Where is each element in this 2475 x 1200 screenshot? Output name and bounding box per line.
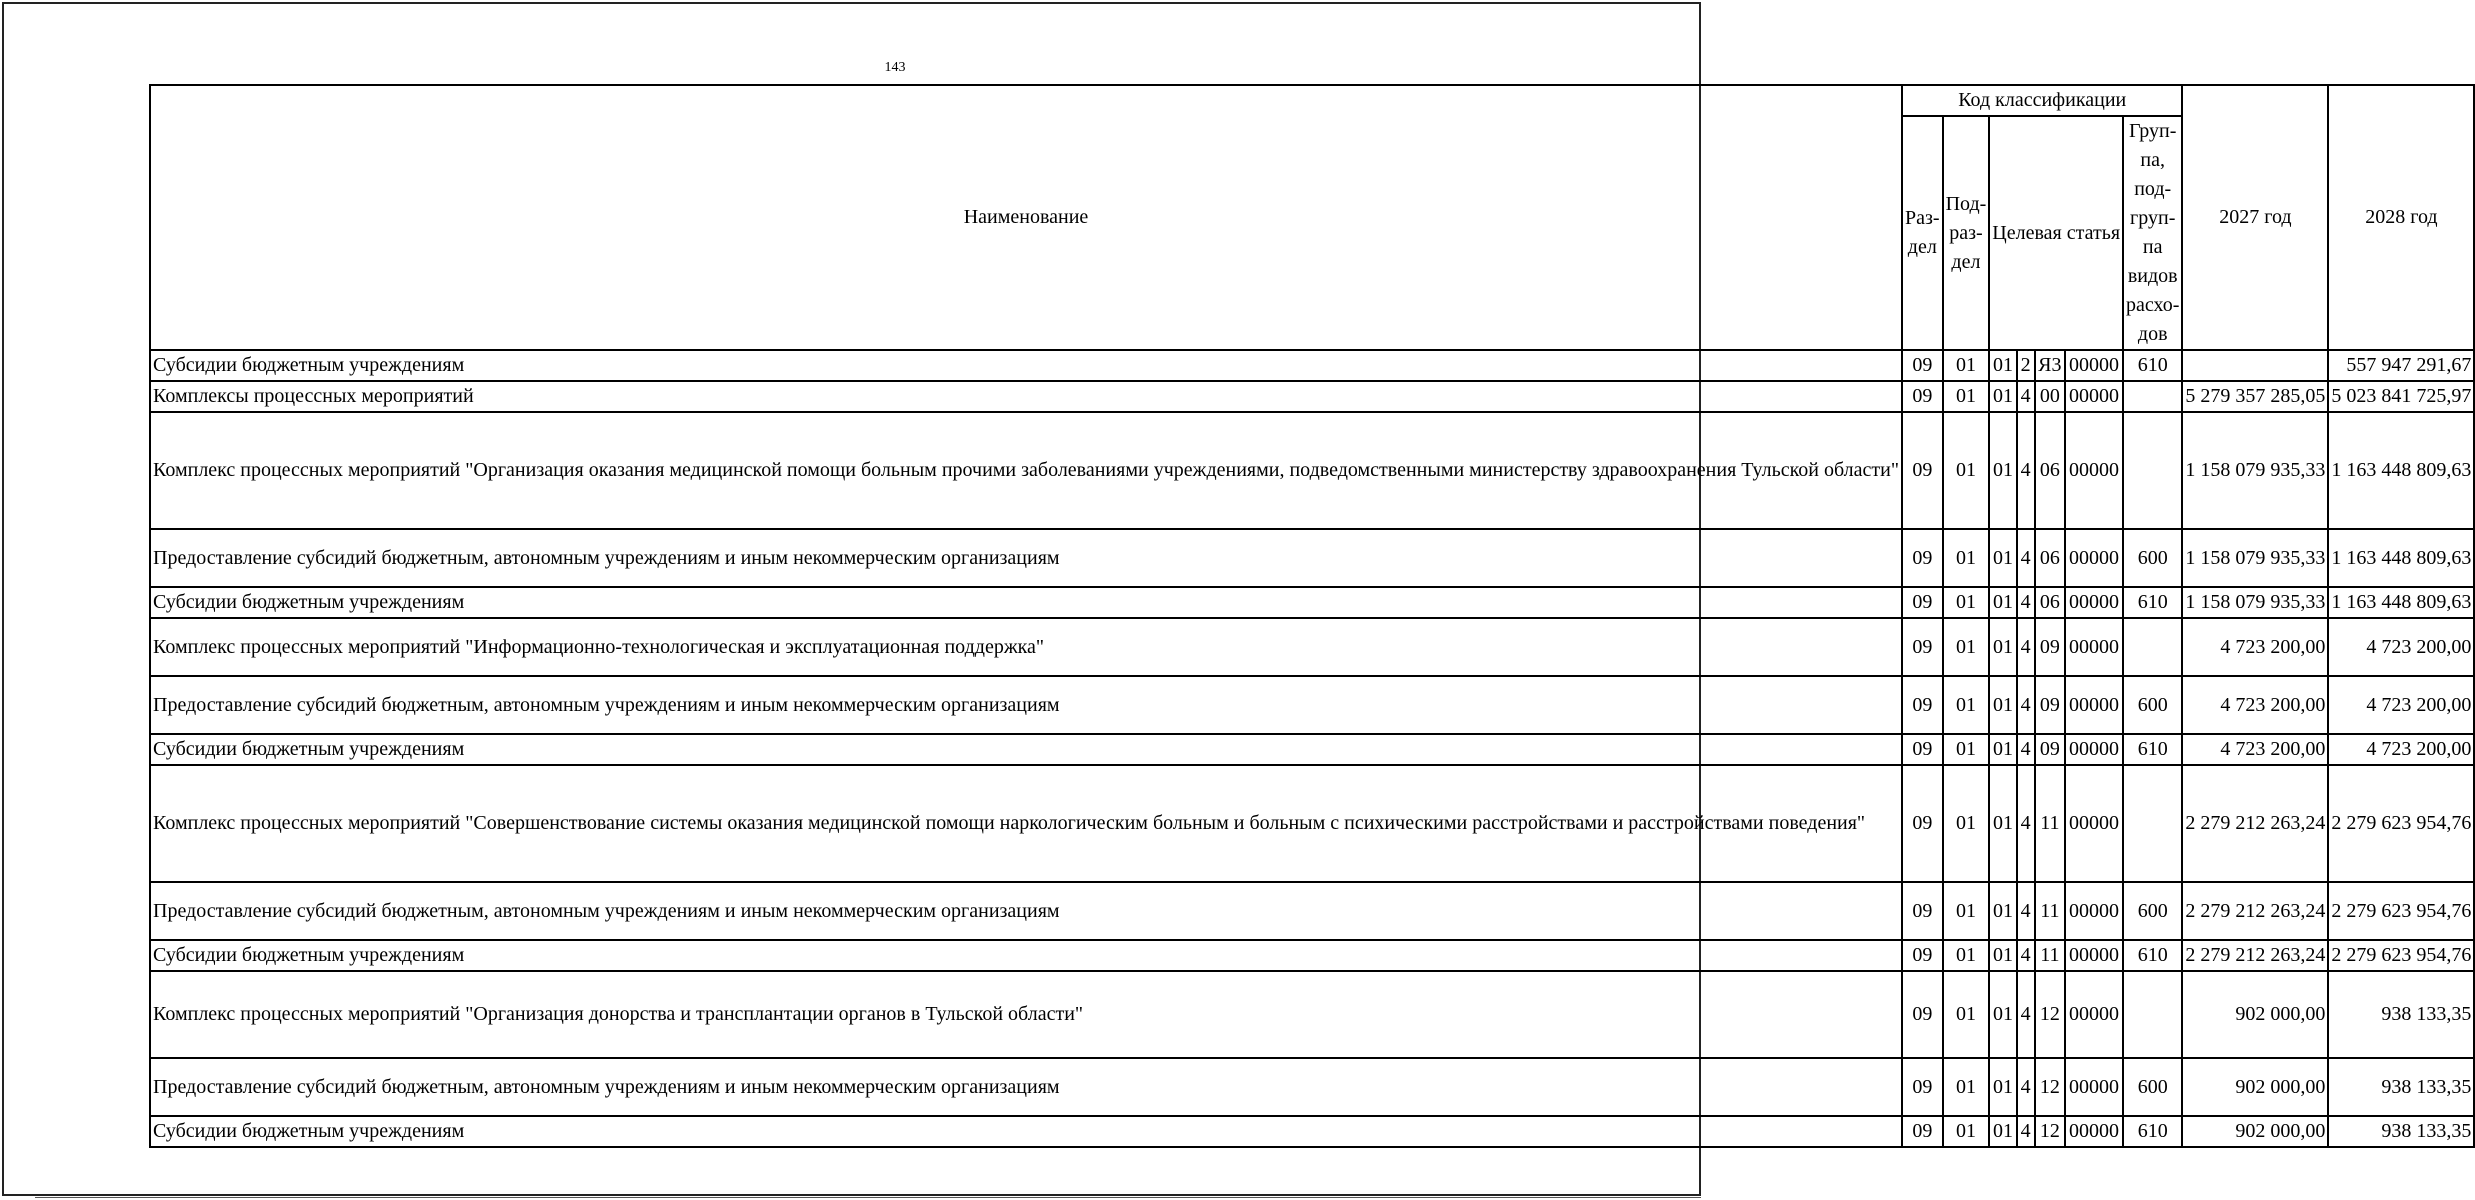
row-expense-group (2123, 412, 2182, 529)
row-target-program: 01 (1989, 587, 2016, 618)
page-number: 143 (884, 60, 906, 75)
row-amount-2027 (2182, 350, 2328, 381)
table-row (150, 350, 2474, 381)
row-amount-2028: 1 163 448 809,63 (2328, 412, 2474, 529)
table-row (150, 412, 2474, 529)
row-expense-group: 610 (2123, 734, 2182, 765)
row-target-program: 01 (1989, 734, 2016, 765)
table-row (150, 381, 2474, 412)
row-amount-2027: 2 279 212 263,24 (2182, 940, 2328, 971)
row-podrazdel: 01 (1943, 381, 1990, 412)
row-amount-2027: 902 000,00 (2182, 1116, 2328, 1147)
row-podrazdel: 01 (1943, 529, 1990, 587)
header-name: Наименование (150, 85, 1902, 350)
table-row (150, 765, 2474, 882)
row-target-direction: 00000 (2065, 971, 2123, 1058)
row-target-program: 01 (1989, 381, 2016, 412)
row-target-direction: 00000 (2065, 676, 2123, 734)
row-razdel: 09 (1902, 940, 1943, 971)
row-name: Предоставление субсидий бюджетным, автономным учреждениям и иным некоммерческим организациям (150, 882, 1902, 940)
row-expense-group: 610 (2123, 1116, 2182, 1147)
row-target-element: 11 (2035, 940, 2065, 971)
row-name: Комплекс процессных мероприятий "Совершенствование системы оказания медицинской помощи наркологическим больным и больным с психическими расстройствами и расстройствами поведения" (150, 765, 1902, 882)
row-target-direction: 00000 (2065, 882, 2123, 940)
row-amount-2027: 4 723 200,00 (2182, 734, 2328, 765)
row-target-type: 4 (2017, 381, 2035, 412)
row-podrazdel: 01 (1943, 1058, 1990, 1116)
row-name: Субсидии бюджетным учреждениям (150, 940, 1902, 971)
row-expense-group: 610 (2123, 587, 2182, 618)
header-year-2027: 2027 год (2182, 85, 2328, 350)
row-amount-2027: 1 158 079 935,33 (2182, 587, 2328, 618)
row-amount-2028: 4 723 200,00 (2328, 676, 2474, 734)
row-amount-2028: 5 023 841 725,97 (2328, 381, 2474, 412)
row-target-type: 4 (2017, 765, 2035, 882)
row-target-program: 01 (1989, 1116, 2016, 1147)
row-target-element: 09 (2035, 676, 2065, 734)
row-amount-2027: 5 279 357 285,05 (2182, 381, 2328, 412)
header-year-2028: 2028 год (2328, 85, 2474, 350)
row-amount-2027: 1 158 079 935,33 (2182, 529, 2328, 587)
row-expense-group: 600 (2123, 1058, 2182, 1116)
row-name: Субсидии бюджетным учреждениям (150, 350, 1902, 381)
row-razdel: 09 (1902, 882, 1943, 940)
row-amount-2027: 2 279 212 263,24 (2182, 882, 2328, 940)
row-podrazdel: 01 (1943, 412, 1990, 529)
header-razdel: Раз- дел (1902, 116, 1943, 350)
row-razdel: 09 (1902, 765, 1943, 882)
row-target-element: 12 (2035, 1116, 2065, 1147)
row-podrazdel: 01 (1943, 882, 1990, 940)
row-target-direction: 00000 (2065, 381, 2123, 412)
row-target-program: 01 (1989, 618, 2016, 676)
row-razdel: 09 (1902, 1058, 1943, 1116)
row-target-type: 4 (2017, 529, 2035, 587)
row-name: Предоставление субсидий бюджетным, автономным учреждениям и иным некоммерческим организациям (150, 1058, 1902, 1116)
row-target-direction: 00000 (2065, 765, 2123, 882)
row-expense-group (2123, 765, 2182, 882)
row-target-type: 4 (2017, 1058, 2035, 1116)
row-amount-2028: 4 723 200,00 (2328, 618, 2474, 676)
row-expense-group: 610 (2123, 350, 2182, 381)
row-target-type: 2 (2017, 350, 2035, 381)
row-target-direction: 00000 (2065, 350, 2123, 381)
row-razdel: 09 (1902, 412, 1943, 529)
row-amount-2027: 4 723 200,00 (2182, 618, 2328, 676)
row-target-element: 09 (2035, 618, 2065, 676)
row-amount-2027: 902 000,00 (2182, 1058, 2328, 1116)
row-target-direction: 00000 (2065, 412, 2123, 529)
row-expense-group: 610 (2123, 940, 2182, 971)
row-razdel: 09 (1902, 971, 1943, 1058)
row-target-element: 06 (2035, 587, 2065, 618)
page-bottom-line (35, 1197, 1701, 1198)
row-name: Субсидии бюджетным учреждениям (150, 587, 1902, 618)
row-target-program: 01 (1989, 971, 2016, 1058)
row-razdel: 09 (1902, 529, 1943, 587)
row-name: Комплексы процессных мероприятий (150, 381, 1902, 412)
row-podrazdel: 01 (1943, 618, 1990, 676)
row-razdel: 09 (1902, 381, 1943, 412)
row-target-element: Я3 (2035, 350, 2065, 381)
row-target-element: 11 (2035, 882, 2065, 940)
row-target-direction: 00000 (2065, 587, 2123, 618)
row-expense-group: 600 (2123, 676, 2182, 734)
table-row (150, 734, 2474, 765)
row-razdel: 09 (1902, 1116, 1943, 1147)
row-razdel: 09 (1902, 676, 1943, 734)
header-classification: Код классификации (1902, 85, 2182, 116)
row-target-type: 4 (2017, 587, 2035, 618)
row-target-direction: 00000 (2065, 734, 2123, 765)
row-name: Предоставление субсидий бюджетным, автономным учреждениям и иным некоммерческим организациям (150, 676, 1902, 734)
header-expense-group: Груп- па, под- груп- па видов расхо- дов (2123, 116, 2182, 350)
row-podrazdel: 01 (1943, 734, 1990, 765)
row-podrazdel: 01 (1943, 940, 1990, 971)
table-row (150, 1058, 2474, 1116)
table-row (150, 529, 2474, 587)
row-razdel: 09 (1902, 734, 1943, 765)
row-podrazdel: 01 (1943, 1116, 1990, 1147)
row-podrazdel: 01 (1943, 971, 1990, 1058)
row-target-direction: 00000 (2065, 618, 2123, 676)
row-name: Комплекс процессных мероприятий "Организация оказания медицинской помощи больным прочими заболеваниями учреждениями, подведомственными министерству здравоохранения Тульской области" (150, 412, 1902, 529)
row-amount-2028: 938 133,35 (2328, 971, 2474, 1058)
table-row (150, 940, 2474, 971)
table-row (150, 971, 2474, 1058)
table-body (150, 350, 2474, 1147)
row-target-element: 06 (2035, 529, 2065, 587)
row-expense-group (2123, 971, 2182, 1058)
row-podrazdel: 01 (1943, 765, 1990, 882)
row-expense-group: 600 (2123, 529, 2182, 587)
row-name: Предоставление субсидий бюджетным, автономным учреждениям и иным некоммерческим организациям (150, 529, 1902, 587)
row-target-element: 09 (2035, 734, 2065, 765)
row-target-direction: 00000 (2065, 1116, 2123, 1147)
row-target-type: 4 (2017, 676, 2035, 734)
row-name: Комплекс процессных мероприятий "Организация донорства и трансплантации органов в Тульской области" (150, 971, 1902, 1058)
row-amount-2028: 557 947 291,67 (2328, 350, 2474, 381)
row-target-program: 01 (1989, 882, 2016, 940)
row-amount-2027: 902 000,00 (2182, 971, 2328, 1058)
table-row (150, 1116, 2474, 1147)
table-header (150, 85, 2474, 350)
row-expense-group (2123, 381, 2182, 412)
header-podrazdel: Под- раз- дел (1943, 116, 1990, 350)
row-target-element: 12 (2035, 1058, 2065, 1116)
row-amount-2028: 938 133,35 (2328, 1116, 2474, 1147)
row-target-program: 01 (1989, 676, 2016, 734)
row-target-program: 01 (1989, 529, 2016, 587)
table-row (150, 676, 2474, 734)
row-podrazdel: 01 (1943, 587, 1990, 618)
row-target-type: 4 (2017, 971, 2035, 1058)
row-target-type: 4 (2017, 882, 2035, 940)
row-amount-2028: 2 279 623 954,76 (2328, 882, 2474, 940)
row-target-program: 01 (1989, 1058, 2016, 1116)
header-target-article: Целевая статья (1989, 116, 2123, 350)
row-target-direction: 00000 (2065, 529, 2123, 587)
row-razdel: 09 (1902, 618, 1943, 676)
row-podrazdel: 01 (1943, 350, 1990, 381)
row-name: Комплекс процессных мероприятий "Информационно-технологическая и эксплуатационная поддержка" (150, 618, 1902, 676)
row-razdel: 09 (1902, 350, 1943, 381)
row-target-type: 4 (2017, 618, 2035, 676)
budget-table (149, 84, 2475, 1148)
row-target-direction: 00000 (2065, 1058, 2123, 1116)
row-name: Субсидии бюджетным учреждениям (150, 1116, 1902, 1147)
row-target-element: 00 (2035, 381, 2065, 412)
row-amount-2028: 4 723 200,00 (2328, 734, 2474, 765)
row-target-program: 01 (1989, 412, 2016, 529)
table-row (150, 618, 2474, 676)
row-podrazdel: 01 (1943, 676, 1990, 734)
row-amount-2028: 938 133,35 (2328, 1058, 2474, 1116)
row-target-element: 06 (2035, 412, 2065, 529)
row-target-type: 4 (2017, 1116, 2035, 1147)
row-target-direction: 00000 (2065, 940, 2123, 971)
row-target-type: 4 (2017, 940, 2035, 971)
table-row (150, 587, 2474, 618)
row-expense-group: 600 (2123, 882, 2182, 940)
row-amount-2027: 2 279 212 263,24 (2182, 765, 2328, 882)
table-row (150, 882, 2474, 940)
row-amount-2028: 2 279 623 954,76 (2328, 940, 2474, 971)
row-razdel: 09 (1902, 587, 1943, 618)
row-target-program: 01 (1989, 765, 2016, 882)
row-target-program: 01 (1989, 350, 2016, 381)
row-amount-2028: 1 163 448 809,63 (2328, 529, 2474, 587)
row-target-program: 01 (1989, 940, 2016, 971)
row-target-element: 11 (2035, 765, 2065, 882)
row-name: Субсидии бюджетным учреждениям (150, 734, 1902, 765)
row-target-type: 4 (2017, 412, 2035, 529)
row-target-element: 12 (2035, 971, 2065, 1058)
row-amount-2028: 1 163 448 809,63 (2328, 587, 2474, 618)
row-amount-2027: 4 723 200,00 (2182, 676, 2328, 734)
row-amount-2027: 1 158 079 935,33 (2182, 412, 2328, 529)
row-amount-2028: 2 279 623 954,76 (2328, 765, 2474, 882)
row-expense-group (2123, 618, 2182, 676)
row-target-type: 4 (2017, 734, 2035, 765)
